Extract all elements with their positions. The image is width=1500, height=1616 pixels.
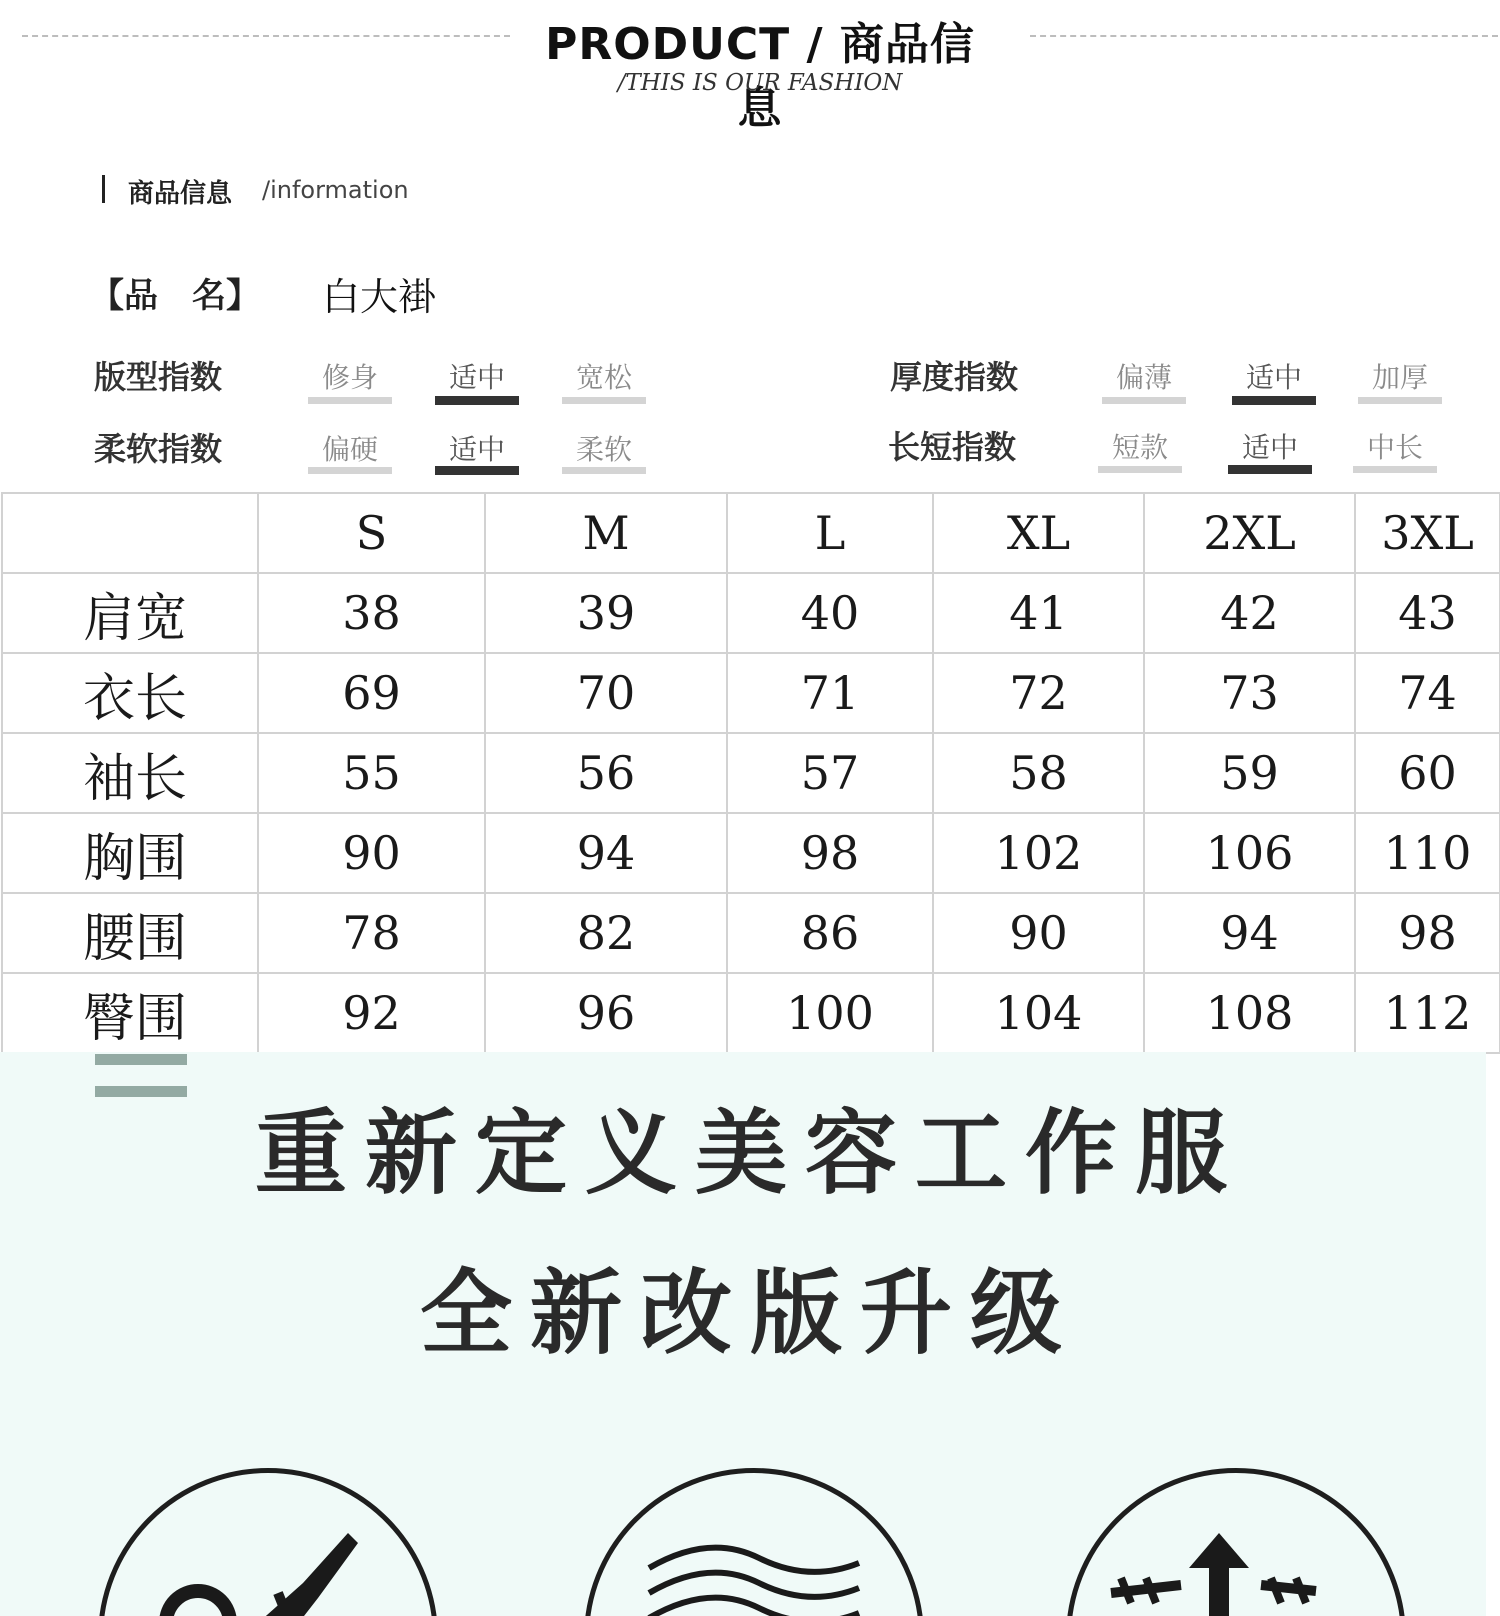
index-label: 厚度指数 bbox=[890, 358, 1019, 396]
header-divider-right bbox=[1030, 35, 1498, 37]
table-row bbox=[2, 653, 1500, 733]
size-column-header: M bbox=[485, 493, 727, 573]
index-option-bar-selected bbox=[435, 396, 519, 405]
index-option: 偏薄 bbox=[1115, 361, 1172, 394]
index-option: 短款 bbox=[1111, 431, 1168, 464]
measure-label: 肩宽 bbox=[2, 573, 258, 653]
table-cell: 39 bbox=[485, 573, 727, 653]
table-cell: 43 bbox=[1355, 573, 1500, 653]
product-name-label: 【品 名】 bbox=[90, 276, 260, 316]
table-cell: 96 bbox=[485, 973, 727, 1053]
table-cell: 100 bbox=[727, 973, 933, 1053]
size-column-header: L bbox=[727, 493, 933, 573]
measure-label: 衣长 bbox=[2, 653, 258, 733]
table-row bbox=[2, 813, 1500, 893]
measure-label: 腰围 bbox=[2, 893, 258, 973]
index-option-bar bbox=[1098, 466, 1182, 473]
index-option: 中长 bbox=[1366, 431, 1423, 464]
table-cell: 55 bbox=[258, 733, 485, 813]
page-subtitle: /THIS IS OUR FASHION bbox=[617, 70, 903, 96]
index-option-selected: 适中 bbox=[1245, 361, 1302, 394]
table-cell: 94 bbox=[485, 813, 727, 893]
table-cell: 90 bbox=[933, 893, 1144, 973]
table-cell: 57 bbox=[727, 733, 933, 813]
table-cell: 70 bbox=[485, 653, 727, 733]
index-label: 柔软指数 bbox=[94, 430, 223, 468]
index-option-bar bbox=[1353, 466, 1437, 473]
table-cell: 86 bbox=[727, 893, 933, 973]
table-cell: 60 bbox=[1355, 733, 1500, 813]
table-cell: 42 bbox=[1144, 573, 1355, 653]
index-option: 柔软 bbox=[575, 433, 632, 466]
size-table-header-row bbox=[2, 493, 1500, 573]
table-cell: 59 bbox=[1144, 733, 1355, 813]
table-cell: 72 bbox=[933, 653, 1144, 733]
table-cell: 58 bbox=[933, 733, 1144, 813]
index-option-bar bbox=[308, 397, 392, 404]
table-cell: 82 bbox=[485, 893, 727, 973]
table-row bbox=[2, 893, 1500, 973]
index-option-bar-selected bbox=[435, 466, 519, 475]
size-column-header: S bbox=[258, 493, 485, 573]
promo-headline: 重新定义美容工作服 bbox=[254, 1100, 1245, 1207]
product-name-value: 白大褂 bbox=[322, 275, 437, 319]
table-cell: 38 bbox=[258, 573, 485, 653]
table-row bbox=[2, 973, 1500, 1053]
table-row bbox=[2, 573, 1500, 653]
decorative-bar bbox=[95, 1054, 187, 1065]
table-cell: 41 bbox=[933, 573, 1144, 653]
index-label: 长短指数 bbox=[888, 428, 1017, 466]
table-row bbox=[2, 733, 1500, 813]
index-option-bar-selected bbox=[1228, 465, 1312, 474]
size-column-header: XL bbox=[933, 493, 1144, 573]
table-cell: 106 bbox=[1144, 813, 1355, 893]
size-column-header: 3XL bbox=[1355, 493, 1500, 573]
index-option-bar bbox=[562, 467, 646, 474]
index-option-selected: 适中 bbox=[448, 433, 505, 466]
section-subtitle: /information bbox=[262, 176, 409, 204]
index-option: 偏硬 bbox=[321, 433, 378, 466]
index-option: 宽松 bbox=[575, 361, 632, 394]
page-title: PRODUCT / 商品信息 bbox=[545, 19, 975, 134]
size-table-corner bbox=[2, 493, 258, 573]
table-cell: 98 bbox=[727, 813, 933, 893]
index-option: 修身 bbox=[321, 361, 378, 394]
measure-label: 臀围 bbox=[2, 973, 258, 1053]
measure-label: 胸围 bbox=[2, 813, 258, 893]
table-cell: 104 bbox=[933, 973, 1144, 1053]
upgrade-arrow-icon bbox=[1066, 1468, 1406, 1616]
table-cell: 71 bbox=[727, 653, 933, 733]
wave-fabric-icon bbox=[584, 1468, 924, 1616]
table-cell: 102 bbox=[933, 813, 1144, 893]
header-divider-left bbox=[22, 35, 510, 37]
index-option-selected: 适中 bbox=[1241, 431, 1298, 464]
table-cell: 110 bbox=[1355, 813, 1500, 893]
measure-label: 袖长 bbox=[2, 733, 258, 813]
index-label: 版型指数 bbox=[94, 358, 223, 396]
table-cell: 92 bbox=[258, 973, 485, 1053]
table-cell: 98 bbox=[1355, 893, 1500, 973]
table-cell: 69 bbox=[258, 653, 485, 733]
section-marker bbox=[102, 175, 105, 203]
table-cell: 74 bbox=[1355, 653, 1500, 733]
table-cell: 112 bbox=[1355, 973, 1500, 1053]
table-cell: 40 bbox=[727, 573, 933, 653]
index-option: 加厚 bbox=[1371, 361, 1428, 394]
index-option-bar bbox=[1102, 397, 1186, 404]
index-option-selected: 适中 bbox=[448, 361, 505, 394]
index-option-bar bbox=[1358, 397, 1442, 404]
table-cell: 78 bbox=[258, 893, 485, 973]
size-column-header: 2XL bbox=[1144, 493, 1355, 573]
table-cell: 94 bbox=[1144, 893, 1355, 973]
table-cell: 73 bbox=[1144, 653, 1355, 733]
section-title: 商品信息 bbox=[128, 179, 233, 209]
promo-subheadline: 全新改版升级 bbox=[419, 1260, 1080, 1367]
index-option-bar bbox=[308, 467, 392, 474]
size-table bbox=[1, 492, 1500, 1054]
index-option-bar-selected bbox=[1232, 396, 1316, 405]
index-option-bar bbox=[562, 397, 646, 404]
scissors-icon bbox=[98, 1468, 438, 1616]
table-cell: 56 bbox=[485, 733, 727, 813]
table-cell: 108 bbox=[1144, 973, 1355, 1053]
table-cell: 90 bbox=[258, 813, 485, 893]
